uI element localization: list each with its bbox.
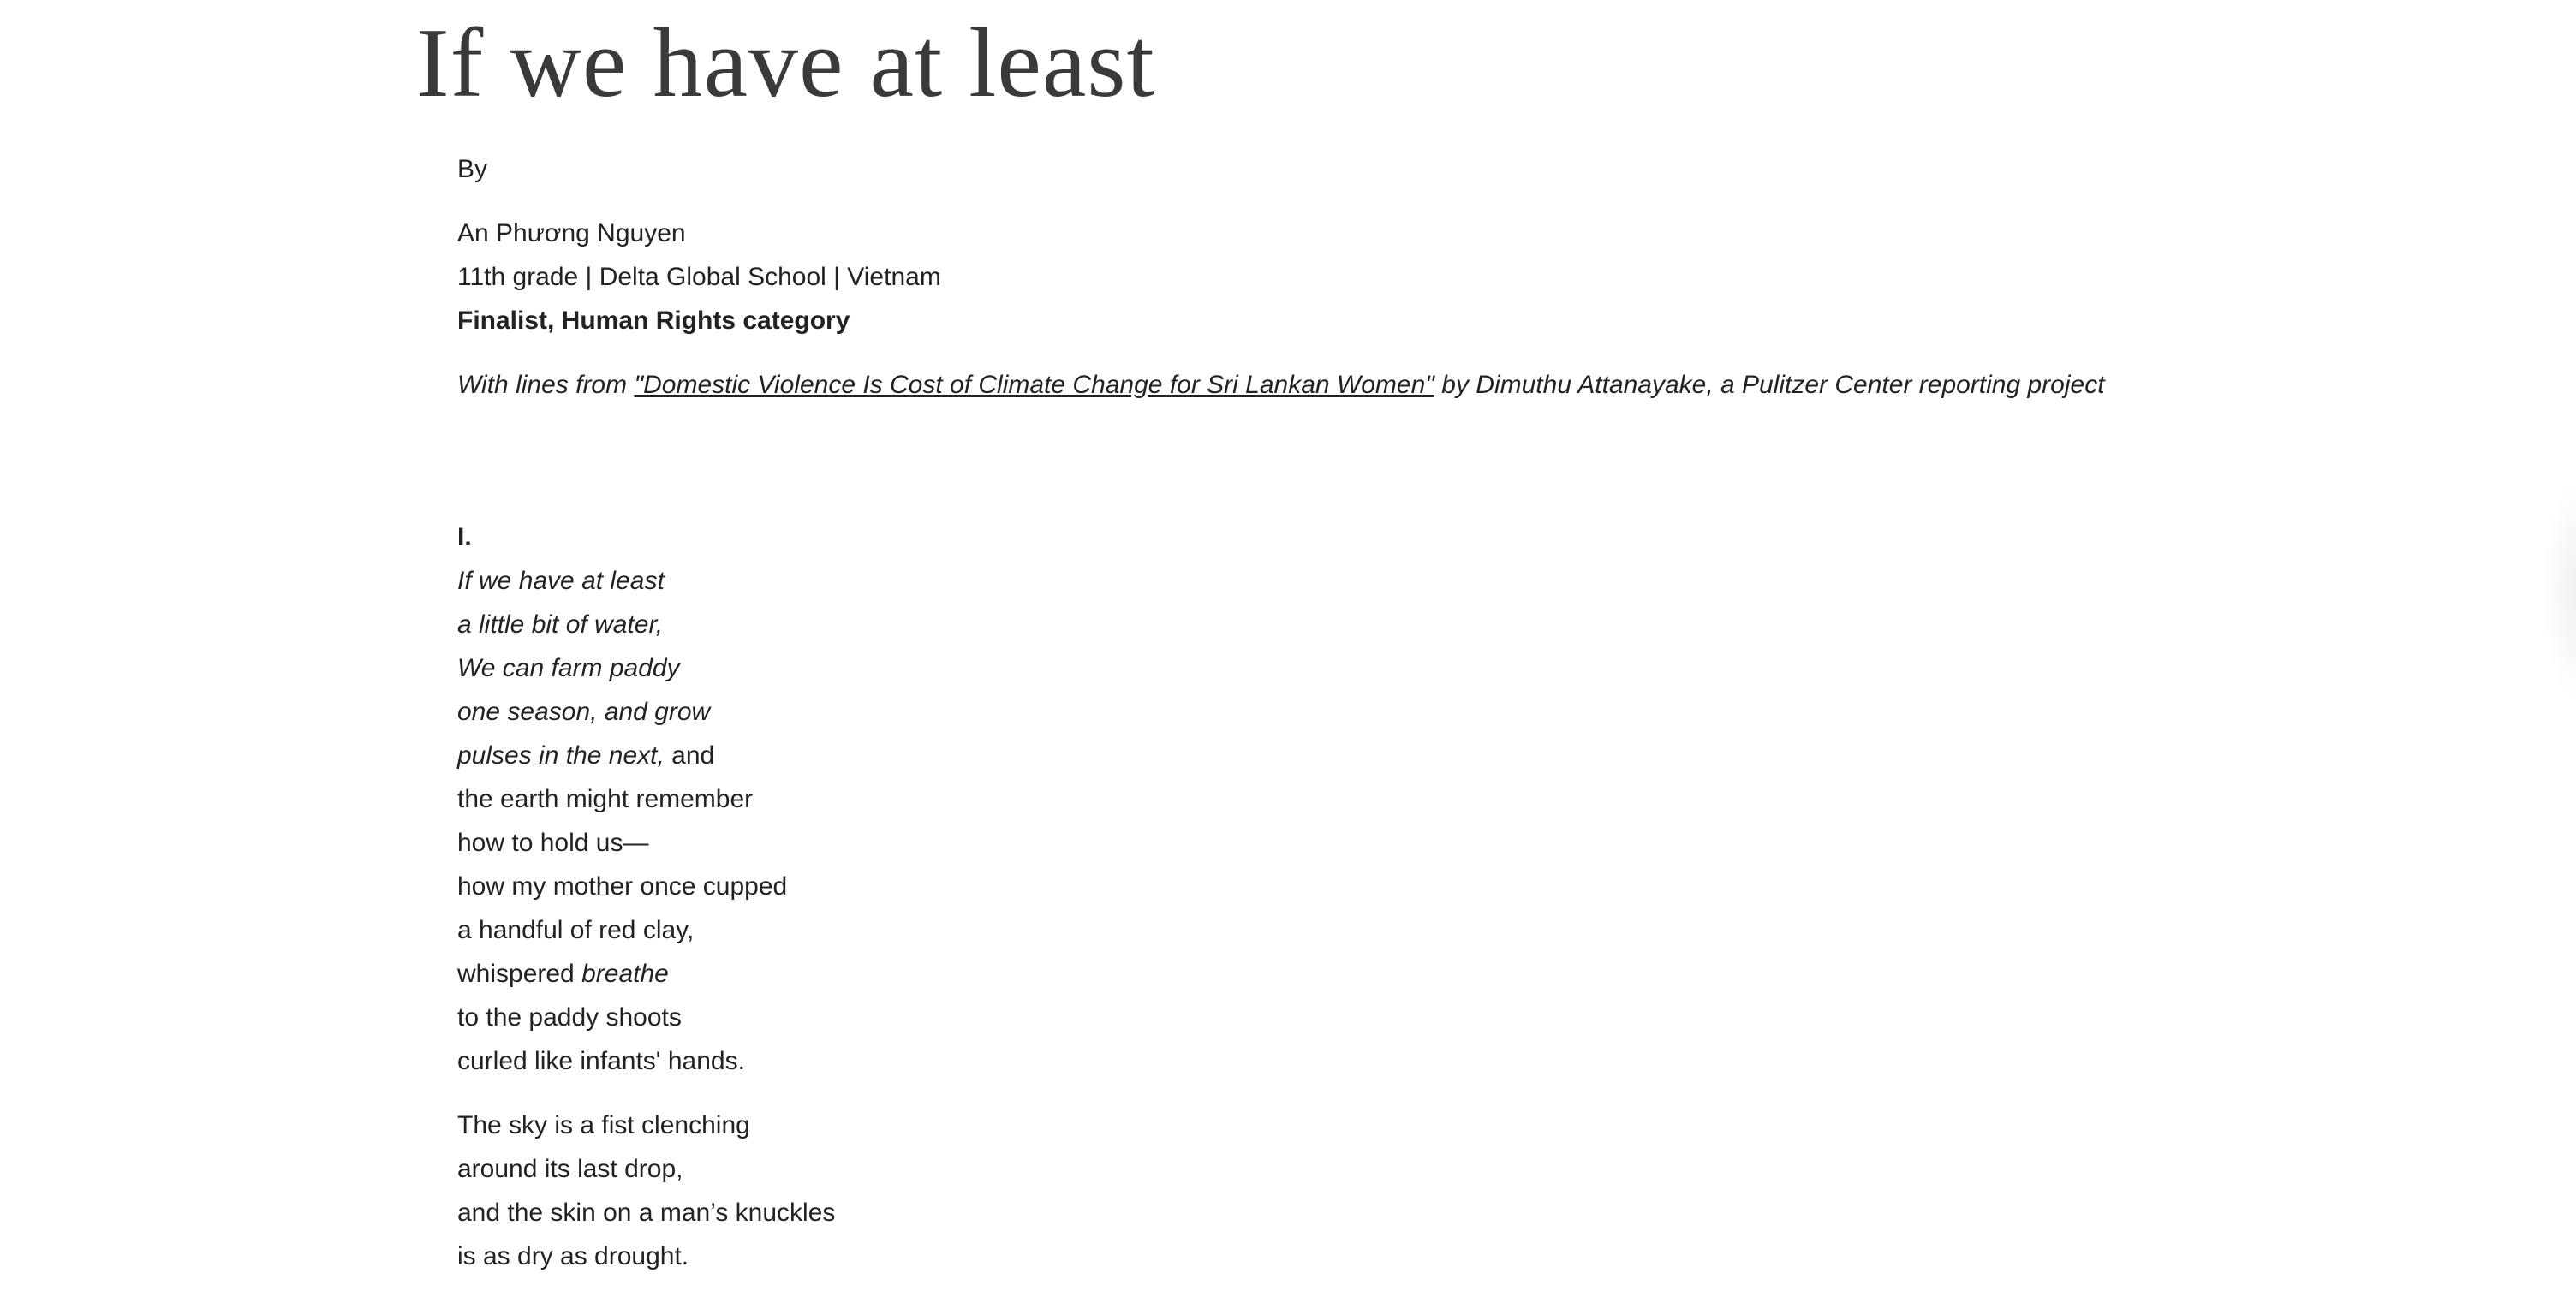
- poem-line-italic-part: pulses in the next,: [457, 741, 665, 770]
- poem-line-italic-part: breathe: [581, 960, 669, 988]
- poem-line: If we have at least: [457, 567, 665, 595]
- poem-line: a handful of red clay,: [457, 916, 695, 944]
- poem-stanza-2: [457, 1104, 2427, 1278]
- award-label: Finalist, Human Rights category: [457, 306, 850, 335]
- poem-line: We can farm paddy: [457, 654, 680, 682]
- poem-line: to the paddy shoots: [457, 1003, 682, 1032]
- poem-line: the earth might remember: [457, 785, 754, 813]
- source-article-link[interactable]: "Domestic Violence Is Cost of Climate Change for Sri Lankan Women": [634, 371, 1434, 399]
- poem-section-number: I.: [457, 523, 472, 551]
- source-suffix: by Dimuthu Attanayake, a Pulitzer Center reporting project: [1434, 371, 2105, 399]
- page-title: If we have at least: [416, 9, 1155, 118]
- poem-line: curled like infants' hands.: [457, 1047, 745, 1075]
- poem-line: and the skin on a man’s knuckles: [457, 1199, 836, 1227]
- source-attribution: [457, 363, 2427, 407]
- poem-line: a little bit of water,: [457, 610, 664, 639]
- article-body: [457, 147, 2427, 1278]
- poem-line: The sky is a fist clenching: [457, 1111, 750, 1139]
- poem-line: is as dry as drought.: [457, 1242, 689, 1270]
- poem-line: [457, 734, 2427, 777]
- poem-line: [457, 952, 2427, 996]
- poem-line: how to hold us—: [457, 829, 649, 857]
- school-info: 11th grade | Delta Global School | Vietnam: [457, 263, 941, 291]
- poem-line: one season, and grow: [457, 698, 711, 726]
- poem-stanza-1: [457, 559, 2427, 1083]
- edge-shadow-decoration: [2542, 479, 2576, 702]
- source-prefix: With lines from: [457, 371, 635, 399]
- poem-line: how my mother once cupped: [457, 872, 788, 901]
- byline-label: By: [457, 155, 488, 183]
- poem-line-regular-part: and: [664, 741, 715, 770]
- author-name: An Phương Nguyen: [457, 219, 686, 247]
- poem-line: around its last drop,: [457, 1155, 683, 1183]
- poem-line-regular-part: whispered: [457, 960, 582, 988]
